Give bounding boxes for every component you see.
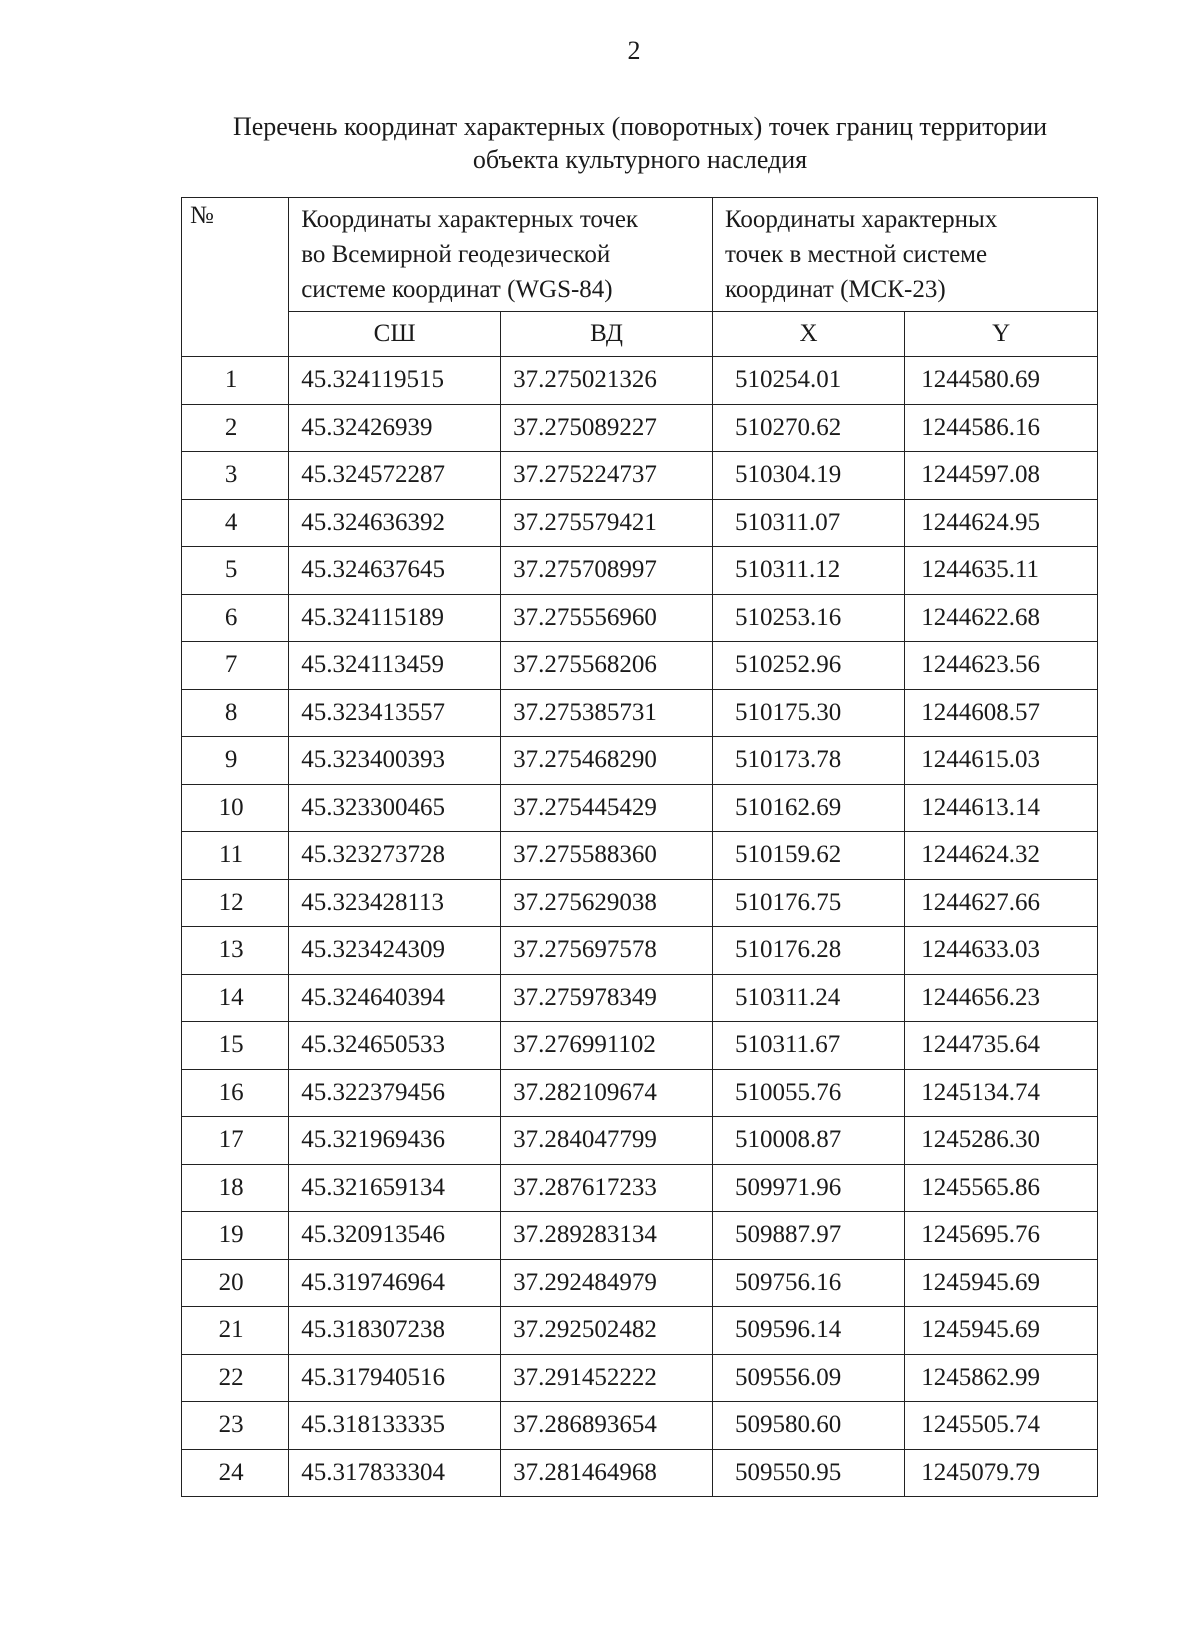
x-coordinate-cell: 510176.75 — [712, 879, 904, 927]
longitude-cell: 37.275385731 — [501, 689, 713, 737]
table-row — [182, 689, 1098, 737]
x-coordinate-cell: 510311.67 — [712, 1022, 904, 1070]
latitude-cell: 45.317833304 — [289, 1449, 501, 1497]
header-longitude: ВД — [501, 312, 713, 357]
y-coordinate-cell: 1244635.11 — [905, 547, 1098, 595]
longitude-cell: 37.275588360 — [501, 832, 713, 880]
x-coordinate-cell: 510254.01 — [712, 357, 904, 405]
longitude-cell: 37.275697578 — [501, 927, 713, 975]
header-y: Y — [905, 312, 1098, 357]
table-row — [182, 1307, 1098, 1355]
longitude-cell: 37.284047799 — [501, 1117, 713, 1165]
header-x: X — [712, 312, 904, 357]
document-title — [190, 110, 1090, 176]
latitude-cell: 45.318133335 — [289, 1402, 501, 1450]
latitude-cell: 45.319746964 — [289, 1259, 501, 1307]
x-coordinate-cell: 509971.96 — [712, 1164, 904, 1212]
header-wgs84-line: во Всемирной геодезической — [301, 241, 611, 268]
table-row — [182, 1449, 1098, 1497]
point-number-cell: 21 — [182, 1307, 289, 1355]
longitude-cell: 37.275445429 — [501, 784, 713, 832]
latitude-cell: 45.318307238 — [289, 1307, 501, 1355]
table-row — [182, 1117, 1098, 1165]
header-wgs84-line: Координаты характерных точек — [301, 206, 639, 233]
y-coordinate-cell: 1244597.08 — [905, 452, 1098, 500]
y-coordinate-cell: 1245945.69 — [905, 1259, 1098, 1307]
x-coordinate-cell: 509556.09 — [712, 1354, 904, 1402]
document-title-line-1: Перечень координат характерных (поворотных) точек границ территории — [232, 112, 1048, 141]
latitude-cell: 45.323413557 — [289, 689, 501, 737]
point-number-cell: 6 — [182, 594, 289, 642]
y-coordinate-cell: 1244633.03 — [905, 927, 1098, 975]
longitude-cell: 37.275021326 — [501, 357, 713, 405]
latitude-cell: 45.317940516 — [289, 1354, 501, 1402]
y-coordinate-cell: 1245565.86 — [905, 1164, 1098, 1212]
x-coordinate-cell: 509580.60 — [712, 1402, 904, 1450]
table-header — [182, 198, 1098, 357]
header-wgs84-group — [289, 198, 713, 312]
x-coordinate-cell: 510176.28 — [712, 927, 904, 975]
x-coordinate-cell: 510304.19 — [712, 452, 904, 500]
point-number-cell: 8 — [182, 689, 289, 737]
y-coordinate-cell: 1244656.23 — [905, 974, 1098, 1022]
table-row — [182, 1259, 1098, 1307]
point-number-cell: 17 — [182, 1117, 289, 1165]
table-row — [182, 879, 1098, 927]
point-number-cell: 20 — [182, 1259, 289, 1307]
point-number-cell: 12 — [182, 879, 289, 927]
x-coordinate-cell: 509887.97 — [712, 1212, 904, 1260]
x-coordinate-cell: 510311.07 — [712, 499, 904, 547]
point-number-cell: 14 — [182, 974, 289, 1022]
x-coordinate-cell: 510008.87 — [712, 1117, 904, 1165]
page-number: 2 — [627, 36, 641, 65]
y-coordinate-cell: 1244627.66 — [905, 879, 1098, 927]
longitude-cell: 37.291452222 — [501, 1354, 713, 1402]
x-coordinate-cell: 510311.12 — [712, 547, 904, 595]
y-coordinate-cell: 1244623.56 — [905, 642, 1098, 690]
latitude-cell: 45.320913546 — [289, 1212, 501, 1260]
longitude-cell: 37.287617233 — [501, 1164, 713, 1212]
table-row — [182, 927, 1098, 975]
point-number-cell: 19 — [182, 1212, 289, 1260]
latitude-cell: 45.323400393 — [289, 737, 501, 785]
y-coordinate-cell: 1245079.79 — [905, 1449, 1098, 1497]
longitude-cell: 37.282109674 — [501, 1069, 713, 1117]
x-coordinate-cell: 509596.14 — [712, 1307, 904, 1355]
x-coordinate-cell: 510162.69 — [712, 784, 904, 832]
y-coordinate-cell: 1244608.57 — [905, 689, 1098, 737]
latitude-cell: 45.324119515 — [289, 357, 501, 405]
point-number-cell: 1 — [182, 357, 289, 405]
longitude-cell: 37.275579421 — [501, 499, 713, 547]
table-row — [182, 1022, 1098, 1070]
table-row — [182, 974, 1098, 1022]
table-row — [182, 642, 1098, 690]
x-coordinate-cell: 510252.96 — [712, 642, 904, 690]
header-number: № — [182, 198, 289, 357]
point-number-cell: 7 — [182, 642, 289, 690]
point-number-cell: 4 — [182, 499, 289, 547]
y-coordinate-cell: 1245505.74 — [905, 1402, 1098, 1450]
x-coordinate-cell: 509550.95 — [712, 1449, 904, 1497]
y-coordinate-cell: 1244735.64 — [905, 1022, 1098, 1070]
table-row — [182, 452, 1098, 500]
latitude-cell: 45.323300465 — [289, 784, 501, 832]
point-number-cell: 18 — [182, 1164, 289, 1212]
header-msk23-line: точек в местной системе — [724, 241, 988, 268]
longitude-cell: 37.276991102 — [501, 1022, 713, 1070]
point-number-cell: 3 — [182, 452, 289, 500]
x-coordinate-cell: 510253.16 — [712, 594, 904, 642]
x-coordinate-cell: 510055.76 — [712, 1069, 904, 1117]
longitude-cell: 37.275089227 — [501, 404, 713, 452]
table-row — [182, 547, 1098, 595]
latitude-cell: 45.323428113 — [289, 879, 501, 927]
longitude-cell: 37.289283134 — [501, 1212, 713, 1260]
x-coordinate-cell: 509756.16 — [712, 1259, 904, 1307]
point-number-cell: 11 — [182, 832, 289, 880]
point-number-cell: 2 — [182, 404, 289, 452]
table-row — [182, 404, 1098, 452]
y-coordinate-cell: 1244613.14 — [905, 784, 1098, 832]
point-number-cell: 13 — [182, 927, 289, 975]
x-coordinate-cell: 510175.30 — [712, 689, 904, 737]
y-coordinate-cell: 1245945.69 — [905, 1307, 1098, 1355]
latitude-cell: 45.32426939 — [289, 404, 501, 452]
latitude-cell: 45.321969436 — [289, 1117, 501, 1165]
y-coordinate-cell: 1244624.32 — [905, 832, 1098, 880]
longitude-cell: 37.281464968 — [501, 1449, 713, 1497]
latitude-cell: 45.324636392 — [289, 499, 501, 547]
point-number-cell: 22 — [182, 1354, 289, 1402]
longitude-cell: 37.275978349 — [501, 974, 713, 1022]
longitude-cell: 37.275629038 — [501, 879, 713, 927]
y-coordinate-cell: 1244622.68 — [905, 594, 1098, 642]
longitude-cell: 37.275556960 — [501, 594, 713, 642]
latitude-cell: 45.324572287 — [289, 452, 501, 500]
table-body — [182, 357, 1098, 1497]
latitude-cell: 45.323273728 — [289, 832, 501, 880]
point-number-cell: 10 — [182, 784, 289, 832]
point-number-cell: 23 — [182, 1402, 289, 1450]
longitude-cell: 37.275468290 — [501, 737, 713, 785]
latitude-cell: 45.324115189 — [289, 594, 501, 642]
y-coordinate-cell: 1244615.03 — [905, 737, 1098, 785]
table-row — [182, 1402, 1098, 1450]
header-msk23-line: координат (МСК-23) — [724, 276, 946, 303]
x-coordinate-cell: 510173.78 — [712, 737, 904, 785]
header-wgs84-line: системе координат (WGS-84) — [301, 276, 613, 303]
table-row — [182, 1212, 1098, 1260]
longitude-cell: 37.286893654 — [501, 1402, 713, 1450]
longitude-cell: 37.292484979 — [501, 1259, 713, 1307]
y-coordinate-cell: 1244580.69 — [905, 357, 1098, 405]
point-number-cell: 9 — [182, 737, 289, 785]
y-coordinate-cell: 1245134.74 — [905, 1069, 1098, 1117]
point-number-cell: 24 — [182, 1449, 289, 1497]
latitude-cell: 45.324113459 — [289, 642, 501, 690]
document-title-line-2: объекта культурного наследия — [472, 145, 808, 174]
header-msk23-group — [712, 198, 1097, 312]
x-coordinate-cell: 510159.62 — [712, 832, 904, 880]
latitude-cell: 45.324640394 — [289, 974, 501, 1022]
header-latitude: СШ — [289, 312, 501, 357]
y-coordinate-cell: 1245286.30 — [905, 1117, 1098, 1165]
y-coordinate-cell: 1244624.95 — [905, 499, 1098, 547]
table-row — [182, 1069, 1098, 1117]
x-coordinate-cell: 510270.62 — [712, 404, 904, 452]
point-number-cell: 5 — [182, 547, 289, 595]
table-row — [182, 784, 1098, 832]
x-coordinate-cell: 510311.24 — [712, 974, 904, 1022]
table-row — [182, 737, 1098, 785]
latitude-cell: 45.323424309 — [289, 927, 501, 975]
latitude-cell: 45.324637645 — [289, 547, 501, 595]
table-row — [182, 832, 1098, 880]
latitude-cell: 45.324650533 — [289, 1022, 501, 1070]
longitude-cell: 37.292502482 — [501, 1307, 713, 1355]
longitude-cell: 37.275224737 — [501, 452, 713, 500]
header-msk23-line: Координаты характерных — [724, 206, 998, 233]
table-row — [182, 499, 1098, 547]
longitude-cell: 37.275708997 — [501, 547, 713, 595]
y-coordinate-cell: 1245862.99 — [905, 1354, 1098, 1402]
y-coordinate-cell: 1244586.16 — [905, 404, 1098, 452]
latitude-cell: 45.322379456 — [289, 1069, 501, 1117]
table-row — [182, 1354, 1098, 1402]
latitude-cell: 45.321659134 — [289, 1164, 501, 1212]
table-row — [182, 357, 1098, 405]
point-number-cell: 15 — [182, 1022, 289, 1070]
longitude-cell: 37.275568206 — [501, 642, 713, 690]
table-row — [182, 1164, 1098, 1212]
y-coordinate-cell: 1245695.76 — [905, 1212, 1098, 1260]
coordinates-table — [181, 197, 1098, 1497]
point-number-cell: 16 — [182, 1069, 289, 1117]
table-row — [182, 594, 1098, 642]
